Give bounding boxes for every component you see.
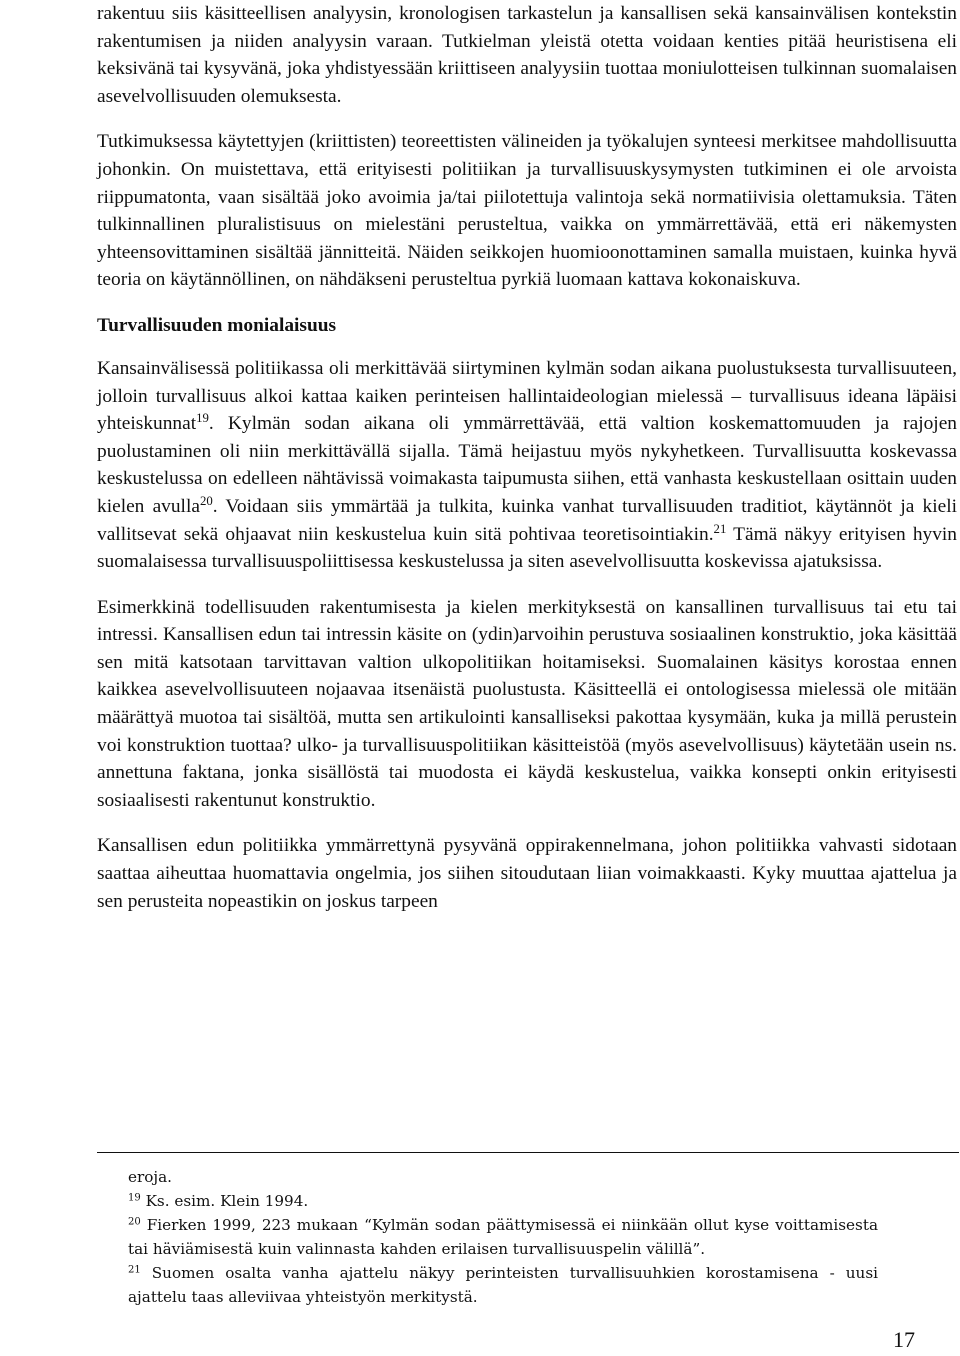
footnote-text: Fierken 1999, 223 mukaan “Kylmän sodan päättymisessä ei niinkään ollut kyse voittamisesta tai häviämisestä kuin valinnasta kahden erilaisen turvallisuuspelin välillä”. — [128, 1216, 878, 1258]
footnote-text: Suomen osalta vanha ajattelu näkyy perinteisten turvallisuuhkien korostamisena - uusi ajattelu taas alleviivaa yhteistyön merkitystä. — [128, 1264, 878, 1306]
paragraph-national-policy: Kansallisen edun politiikka ymmärrettynä pysyvänä oppirakennelmana, johon politiikka vahvasti sidotaan saattaa aiheuttaa huomattavia ongelmia, jos siihen sitoudutaan liian voimakkaasti. Kyky muuttaa ajattelua ja sen perusteita nopeastikin on joskus tarpeen — [97, 835, 957, 912]
paragraph-synthesis: Tutkimuksessa käytettyjen (kriittisten) teoreettisten välineiden ja työkalujen synteesi merkitsee mahdollisuutta johonkin. On muistettava, että erityisesti politiikan ja turvallisuuskysymysten tutkiminen ei ole arvoista riippumatonta, vaan sisältää joko avoimia ja/tai piilotettuja valintoja sekä normatiivisia olettamuksia. Täten tulkinnallinen pluralistisuus on mielestäni perusteltua, vaikka on ymmärrettävää, että eri näkemysten yhteensovittaminen sisältää jännitteitä. Näiden seikkojen huomioonottaminen samalla muistaen, kuinka hyvä teoria on käytännöllinen, on nähdäkseni perusteltua pyrkiä luomaan kattava kokonaiskuva. — [97, 131, 957, 291]
section-heading: Turvallisuuden monialaisuus — [97, 314, 337, 336]
footnote-ref-21[interactable]: 21 — [713, 521, 727, 536]
footnote-number: 20 — [128, 1216, 141, 1228]
paragraph-intro-continuation: rakentuu siis käsitteellisen analyysin, kronologisen tarkastelun ja kansallisen sekä kansainvälisen kontekstin rakentumisen ja niiden analyysin varaan. Tutkielman yleistä otetta voidaan kenties pitää heuristisena eli keksivänä tai kysyvänä, joka yhdistyessään kriittiseen analyysiin tuottaa moniulotteisen tulkinnan suomalaisen asevelvollisuuden olemuksesta. — [97, 3, 957, 107]
footnote-19 — [128, 1189, 878, 1213]
footnote-20 — [128, 1213, 878, 1261]
para3-text-1: Kansainvälisessä politiikassa oli merkittävää siirtyminen kylmän sodan aikana puolustuksesta turvallisuuteen, jolloin turvallisuus alkoi kattaa kaiken perinteisen hallintaideologian mielessä – turvallisuus ideana läpäisi yhteiskunnat — [97, 357, 957, 435]
footnote-number: 19 — [128, 1192, 141, 1204]
footnote-ref-19[interactable]: 19 — [196, 411, 209, 426]
footnote-text: Ks. esim. Klein 1994. — [140, 1192, 309, 1210]
footnotes — [128, 1165, 878, 1309]
footnote-ref-20[interactable]: 20 — [199, 493, 213, 508]
footnote-number: 21 — [128, 1264, 141, 1276]
para3-text-3: . Voidaan siis ymmärtää ja tulkita, kuinka vanhat turvallisuuden traditiot, käytännöt ja kieli vallitsevat sekä ohjaavat niin keskustelua kuin sitä pohtivaa teoretisointiakin. — [97, 495, 957, 545]
page-number: 17 — [893, 1327, 915, 1352]
footnote-separator — [97, 1152, 959, 1153]
paragraph-national-interest: Esimerkkinä todellisuuden rakentumisesta ja kielen merkityksestä on kansallinen turvallisuus tai etu tai intressi. Kansallisen edun tai intressin käsite on (ydin)arvoihin perustuva sosiaalinen konstruktio, joka käsittää sen mitä katsotaan tarvittavan valtion ulkopolitiikan hoitamiseksi. Suomalainen käsitys korostaa ennen kaikkea asevelvollisuuteen nojaavaa itsenäistä puolustusta. Käsitteellä ei ontologisessa mielessä ole mitään määrättyä muotoa tai sisältöä, mutta sen artikulointi kansalliseksi pakottaa kysymään, kuka ja millä perustein voi konstruktion tuottaa? ulko- ja turvallisuuspolitiikan käsitteistöä (myös asevelvollisuus) käytetään usein ns. annettuna faktana, jonka sisällöstä tai muodosta ei käydä keskustelua, vaikka konsepti onkin erityisesti sosiaalisesti rakentunut konstruktio. — [97, 596, 957, 811]
para3-text-4: Tämä näkyy erityisen hyvin suomalaisessa turvallisuuspoliittisessa keskustelussa ja siten asevelvollisuutta koskevissa ajatuksissa. — [97, 523, 957, 573]
footnote-continuation: eroja. — [128, 1168, 172, 1186]
document-body — [97, 0, 957, 933]
paragraph-security-shift — [97, 355, 957, 576]
para3-text-2: . Kylmän sodan aikana oli ymmärrettävää, että valtion koskemattomuuden ja rajojen puolustaminen oli niin merkittävällä sijalla. Tämä heijastuu myös nykyhetkeen. Turvallisuutta koskevassa keskustelussa on edelleen nähtävissä voimakasta taipumusta siihen, että vanhasta keskustellaan osittain uuden kielen avulla — [97, 413, 957, 517]
footnote-21 — [128, 1261, 878, 1309]
